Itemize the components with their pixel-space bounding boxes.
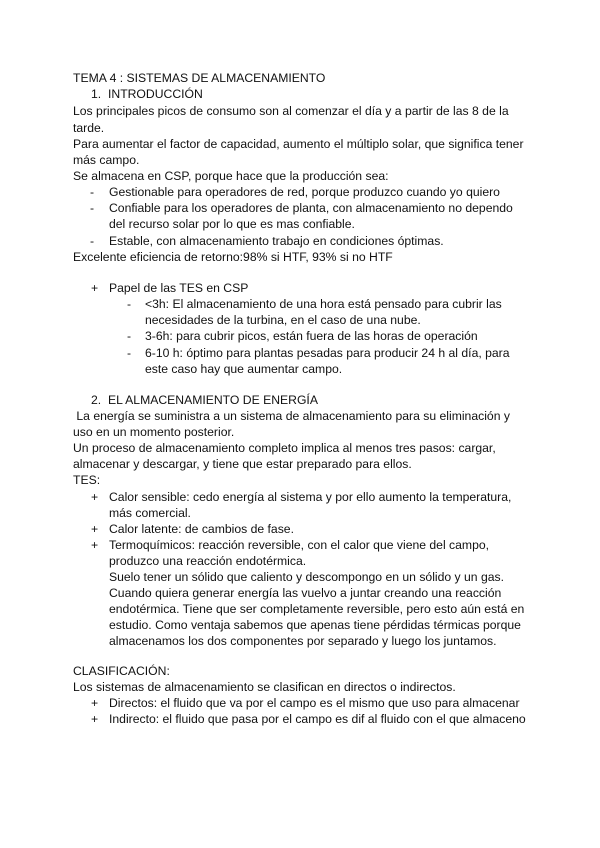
list-item-line: Calor sensible: cedo energía al sistema y por ello aumento la temperatura, [109,490,512,504]
plus-bullet: + [91,696,99,710]
dash-bullet: - [127,346,132,360]
efficiency-line: Excelente eficiencia de retorno:98% si HTF, 93% si no HTF [73,250,393,264]
list-item-line: este caso hay que aumentar campo. [145,362,343,376]
classification-heading: CLASIFICACIÓN: [73,664,170,678]
dash-bullet: - [127,297,132,311]
list-item-line: almacenamos los dos componentes por separado y luego los juntamos. [109,634,497,648]
plus-bullet: + [91,281,99,295]
list-item-line: necesidades de la turbina, en el caso de una nube. [145,313,421,327]
paragraph-line: Para aumentar el factor de capacidad, aumento el múltiplo solar, que significa tener [73,137,524,151]
plus-bullet: + [91,490,99,504]
list-item-line: endotérmica. Tiene que ser completamente reversible, pero esto aún está en [109,602,525,616]
list-item-line: Directos: el fluido que va por el campo es el mismo que uso para almacenar [109,696,520,710]
list-item-line: produzco una reacción endotérmica. [109,554,307,568]
list-item-line: Papel de las TES en CSP [109,281,249,295]
list-item-line: 3-6h: para cubrir picos, están fuera de las horas de operación [145,329,478,343]
paragraph-line: Un proceso de almacenamiento completo implica al menos tres pasos: cargar, [73,441,496,455]
list-item-line: 6-10 h: óptimo para plantas pesadas para producir 24 h al día, para [145,346,510,360]
list-item-line: Calor latente: de cambios de fase. [109,522,294,536]
list-item-line: Cuando quiera generar energía las vuelvo a juntar creando una reacción [109,586,502,600]
list-item-line: Indirecto: el fluido que pasa por el campo es dif al fluido con el que almaceno [109,712,526,726]
list-item-line: Confiable para los operadores de planta, con almacenamiento no dependo [109,201,513,215]
list-item-line: Suelo tener un sólido que caliento y descompongo en un sólido y un gas. [109,570,505,584]
document-title: TEMA 4 : SISTEMAS DE ALMACENAMIENTO [73,71,326,85]
paragraph-line: tarde. [73,121,105,135]
plus-bullet: + [91,522,99,536]
list-item-line: Estable, con almacenamiento trabajo en condiciones óptimas. [109,234,444,248]
dash-bullet: - [90,185,95,199]
dash-bullet: - [90,234,95,248]
paragraph-line: uso en un momento posterior. [73,425,235,439]
paragraph-line: Los principales picos de consumo son al comenzar el día y a partir de las 8 de la [73,104,509,118]
list-item-line: del recurso solar por lo que es mas confiable. [109,217,355,231]
list-item-line: Termoquímicos: reacción reversible, con el calor que viene del campo, [109,538,490,552]
list-item-line: <3h: El almacenamiento de una hora está pensado para cubrir las [145,297,502,311]
paragraph-line: La energía se suministra a un sistema de almacenamiento para su eliminación y [73,409,510,423]
paragraph-line: Se almacena en CSP, porque hace que la producción sea: [73,169,389,183]
plus-bullet: + [91,538,99,552]
section-1-number: 1. [91,87,102,101]
tes-label: TES: [73,473,101,487]
dash-bullet: - [127,329,132,343]
dash-bullet: - [90,201,95,215]
plus-bullet: + [91,712,99,726]
list-item-line: Gestionable para operadores de red, porque produzco cuando yo quiero [109,185,500,199]
section-2-number: 2. [91,393,102,407]
paragraph-line: almacenar y descargar, y tiene que estar preparado para ellos. [73,457,412,471]
section-2-heading: EL ALMACENAMIENTO DE ENERGÍA [108,393,318,407]
list-item-line: más comercial. [109,506,191,520]
paragraph-line: Los sistemas de almacenamiento se clasifican en directos o indirectos. [73,680,456,694]
section-1-heading: INTRODUCCIÓN [108,87,203,101]
paragraph-line: más campo. [73,153,140,167]
list-item-line: estudio. Como ventaja sabemos que apenas tiene pérdidas térmicas porque [109,618,521,632]
